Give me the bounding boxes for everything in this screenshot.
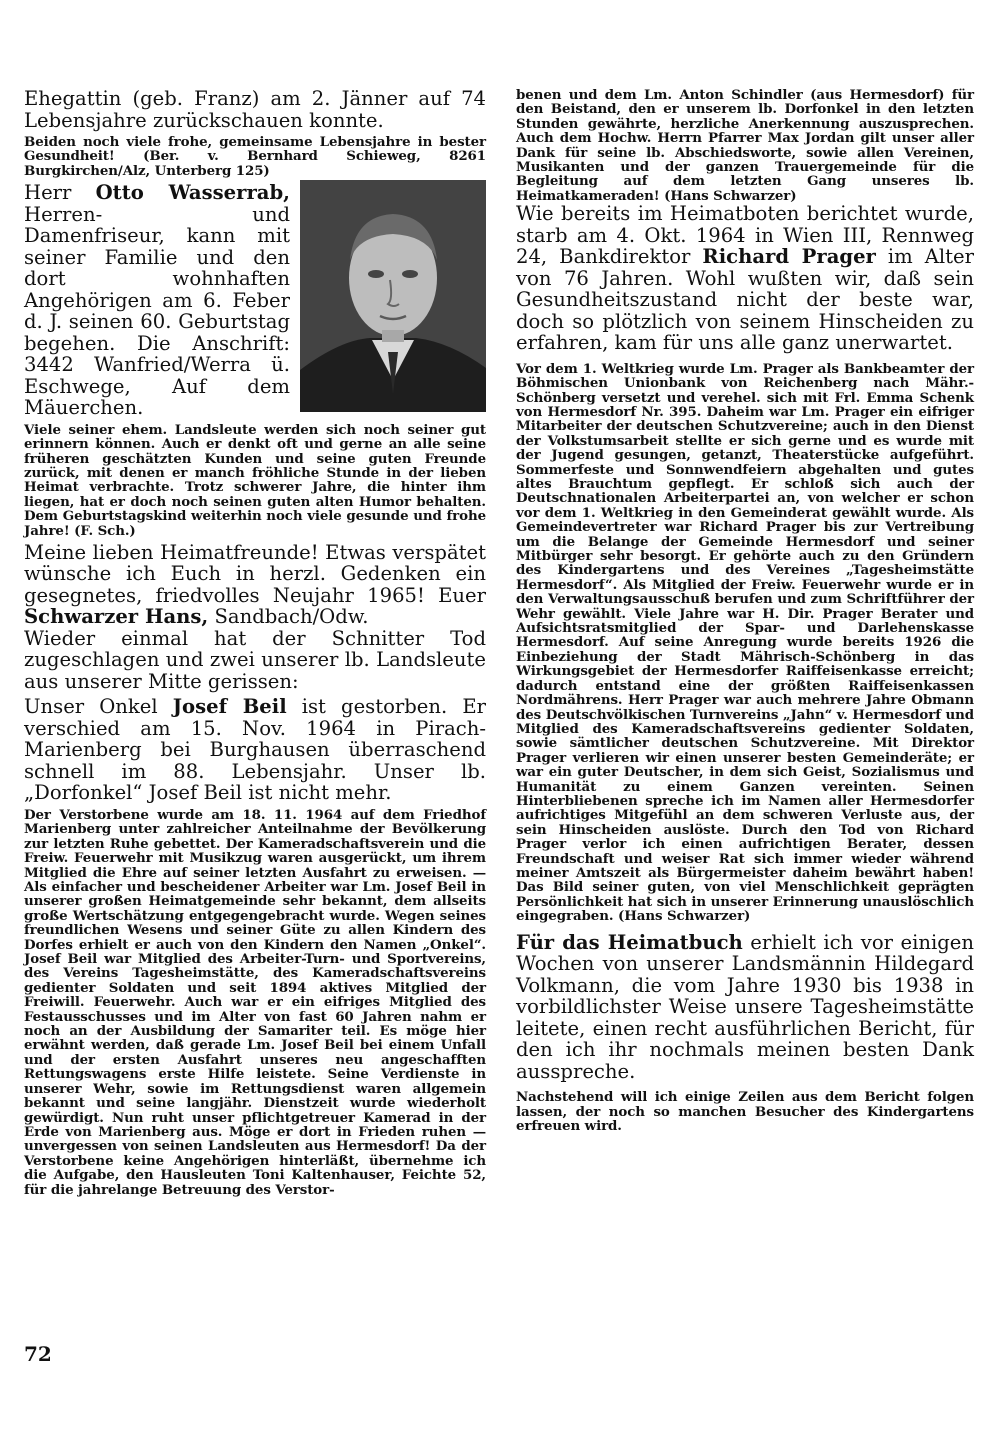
text-beil-death: ist gestorben. Er verschied am 15. Nov. 1964 in Pirach-Marienberg bei Burghausen überraschend schnell im 88. Lebensjahr. Unser lb. „Dorfonkel“ Josef Beil ist nicht mehr. bbox=[24, 695, 486, 805]
right-column bbox=[516, 88, 974, 1133]
text-prager-rest: im Alter von 76 Jahren. Wohl wußten wir, daß sein Gesundheitszustand nicht der beste war, doch so plötzlich von seinem Hinscheiden zu erfahren, kam für uns alle ganz unerwartet. bbox=[516, 245, 974, 355]
left-column bbox=[24, 88, 486, 1197]
paragraph-beistand: benen und dem Lm. Anton Schindler (aus Hermesdorf) für den Beistand, den er unserem lb. Dorfonkel in den letzten Stunden gewährte, herzliche Anerkennung auszusprechen. Auch dem Hochw. Herrn Pfarrer Max Jordan gilt unser aller Dank für seine lb. Abschiedsworte, sowie allen Vereinen, Musikanten und der ganzen Trauergemeinde für die Begleitung auf dem letzten Gang unseres lb. Heimatkameraden! (Hans Schwarzer) bbox=[516, 87, 974, 204]
heading-heimatbuch: Für das Heimatbuch bbox=[516, 930, 743, 954]
paragraph-gratulation: Beiden noch viele frohe, gemeinsame Lebensjahre in bester Gesundheit! (Ber. v. Bernhard Schieweg, 8261 Burgkirchen/Alz, Unterberg 125) bbox=[24, 134, 486, 179]
paragraph-prager-death bbox=[516, 203, 974, 354]
name-josef-beil: Josef Beil bbox=[172, 695, 287, 719]
paragraph-schnitter-tod: Wieder einmal hat der Schnitter Tod zugeschlagen und zwei unserer lb. Landsleute aus unserer Mitte gerissen: bbox=[24, 626, 486, 693]
name-otto-wasserrab: Otto Wasserrab, bbox=[95, 181, 290, 205]
text-sandbach: Sandbach/Odw. bbox=[208, 605, 369, 629]
portrait-photo bbox=[300, 180, 486, 412]
page-number: 72 bbox=[24, 1342, 52, 1366]
text-neujahr-greeting: Meine lieben Heimatfreunde! Etwas verspätet wünsche ich Euch in herzl. Gedenken ein gesegnetes, friedvolles Neujahr 1965! Euer bbox=[24, 540, 486, 607]
paragraph-prager-biography: Vor dem 1. Weltkrieg wurde Lm. Prager als Bankbeamter der Böhmischen Unionbank von Reichenberg nach Mähr.-Schönberg versetzt und verehel. sich mit Frl. Emma Schenk von Hermesdorf Nr. 395. Daheim war Lm. Prager ein eifriger Mitarbeiter der deutschen Schutzvereine; auch in den Dienst der Volkstumsarbeit stellte er sich gerne und es wurde mit der Jugend gesungen, getanzt, Theaterstücke aufgeführt. Sommerfeste und Sonnwendfeiern abgehalten und gutes altes Brauchtum gepflegt. Er schloß sich auch der Deutschnationalen Arbeiterpartei an, von welcher er schon vor dem 1. Weltkrieg in den Gemeinderat gewählt wurde. Als Gemeindevertreter war Richard Prager bis zur Vertreibung um die Belange der Gemeinde Hermesdorf und seiner Mitbürger sehr besorgt. Er gehörte auch zu den Gründern des Kindergartens und des Vereines „Tagesheimstätte Hermesdorf“. Als Mitglied der Freiw. Feuerwehr wurde er in den Verwaltungsausschuß berufen und zum Schriftführer der Wehr gewählt. Viele Jahre war H. Dir. Prager Berater und Aufsichtsratsmitglied der Spar- und Darlehenskasse Hermesdorf. Auf seine Anregung wurde bereits 1926 die Einbeziehung der Stadt Mährisch-Schönberg in das Wirkungsgebiet der Hermesdorfer Raiffeisenkasse erreicht; dadurch entstand eine der größten Raiffeisenkassen Nordmährens. Herr Prager war auch mehrere Jahre Obmann des Deutschvölkischen Turnvereins „Jahn“ v. Hermesdorf und Mitglied des Kameradschaftsvereins gedienter Soldaten, sowie sämtlicher deutschen Schutzvereine. Mit Direktor Prager verlieren wir einen unserer besten Gemeinderäte; er war ein guter Deutscher, in dem sich Geist, Sozialismus und Humanität zu einem Ganzen vereinten. Seinen Hinterbliebenen spreche ich im Namen aller Hermesdorfer aufrichtiges Mitgefühl an dem schweren Verluste aus, der sein Hinscheiden auslöste. Durch den Tod von Richard Prager verlor ich einen aufrichtigen Berater, dessen Freundschaft und weiser Rat sich immer wieder während meiner Amtszeit als Bürgermeister daheim bewährt haben! Das Bild seiner guten, von viel Menschlichkeit geprägten Persönlichkeit hat sich in unserer Erinnerung unauslöschlich eingegraben. (Hans Schwarzer) bbox=[516, 360, 974, 925]
paragraph-nachstehend: Nachstehend will ich einige Zeilen aus dem Bericht folgen lassen, der noch so manchen Besucher des Kindergartens erfreuen wird. bbox=[516, 1089, 974, 1134]
portrait-illustration bbox=[300, 180, 486, 412]
paragraph-neujahr bbox=[24, 542, 486, 628]
paragraph-verstorbene: Der Verstorbene wurde am 18. 11. 1964 auf dem Friedhof Marienberg unter zahlreicher Anteilnahme der Bevölkerung zur letzten Ruhe gebettet. Der Kameradschaftsverein und die Freiw. Feuerwehr mit Musikzug waren ausgerückt, um ihrem Mitglied die Ehre auf seiner letzten Ausfahrt zu erweisen. — Als einfacher und bescheidener Arbeiter war Lm. Josef Beil in unserer großen Heimatgemeinde sehr bekannt, dem allseits große Wertschätzung entgegengebracht wurde. Wegen seines freundlichen Wesens und seiner Güte zu allen Kindern des Dorfes erhielt er auch von den Kindern den Namen „Onkel“. Josef Beil war Mitglied des Arbeiter-Turn- und Sportvereins, des Vereins Tagesheimstätte, des Kameradschaftsvereins gedienter Soldaten und seit 1894 aktives Mitglied der Freiwill. Feuerwehr. Auch war er ein eifriges Mitglied des Festausschusses und im Alter von fast 60 Jahren nahm er noch an der Ausbildung der Samariter teil. Es möge hier erwähnt werden, daß gerade Lm. Josef Beil bei einem Unfall und der ersten Ausfahrt unseres neu angeschafften Rettungswagens erste Hilfe leistete. Seine Verdienste in unserer Wehr, sowie im Rettungsdienst waren allgemein bekannt und seine langjähr. Dienstzeit wurde wiederholt gewürdigt. Nun ruht unser pflichtgetreuer Kamerad in der Erde von Marienberg aus. Möge er dort in Frieden ruhen — unvergessen von seinen Landsleuten aus Hermesdorf! Da der Verstorbene keine Angehörigen hinterläßt, übernehme ich die Aufgabe, den Hausleuten Toni Kaltenhauser, Feichte 52, für die jahrelange Betreuung des Verstor- bbox=[24, 806, 486, 1198]
paragraph-heimatbuch bbox=[516, 932, 974, 1083]
text-herr: Herr bbox=[24, 181, 96, 205]
text-wie-bereits: Wie bereits im Heimatboten berichtet wurde, starb am 4. Okt. 1964 in Wien III, Rennweg 24, Bankdirektor bbox=[516, 202, 974, 269]
paragraph-josef-beil bbox=[24, 696, 486, 804]
text-wasserrab-details: Herren- und Damenfriseur, kann mit seiner Familie und den dort wohnhaften Angehörigen am 6. Feber d. J. seinen 60. Geburtstag begehen. Die Anschrift: 3442 Wanfried/Werra ü. Eschwege, Auf dem Mäuerchen. bbox=[24, 202, 290, 420]
name-schwarzer-hans: Schwarzer Hans, bbox=[24, 605, 209, 629]
text-unser-onkel: Unser Onkel bbox=[24, 695, 173, 719]
text-heimatbuch-rest: erhielt ich vor einigen Wochen von unserer Landsmännin Hildegard Volkmann, die vom Jahre 1930 bis 1938 in vorbildlichster Weise unsere Tagesheimstätte leitete, einen recht ausführlichen Bericht, für den ich ihr nochmals meinen besten Dank ausspreche. bbox=[516, 930, 975, 1083]
paragraph-ehegattin: Ehegattin (geb. Franz) am 2. Jänner auf 74 Lebensjahre zurückschauen konnte. bbox=[24, 87, 486, 132]
paragraph-landsleute: Viele seiner ehem. Landsleute werden sich noch seiner gut erinnern können. Auch er denkt oft und gerne an alle seine früheren geschätzten Kunden und seine guten Freunde zurück, mit denen er manch fröhliche Stunde in der lieben Heimat verbrachte. Trotz schwerer Jahre, die hinter ihm liegen, hat er doch noch seinen guten alten Humor behalten. Dem Geburtstagskind weiterhin noch viele gesunde und frohe Jahre! (F. Sch.) bbox=[24, 421, 486, 539]
name-richard-prager: Richard Prager bbox=[702, 245, 876, 269]
